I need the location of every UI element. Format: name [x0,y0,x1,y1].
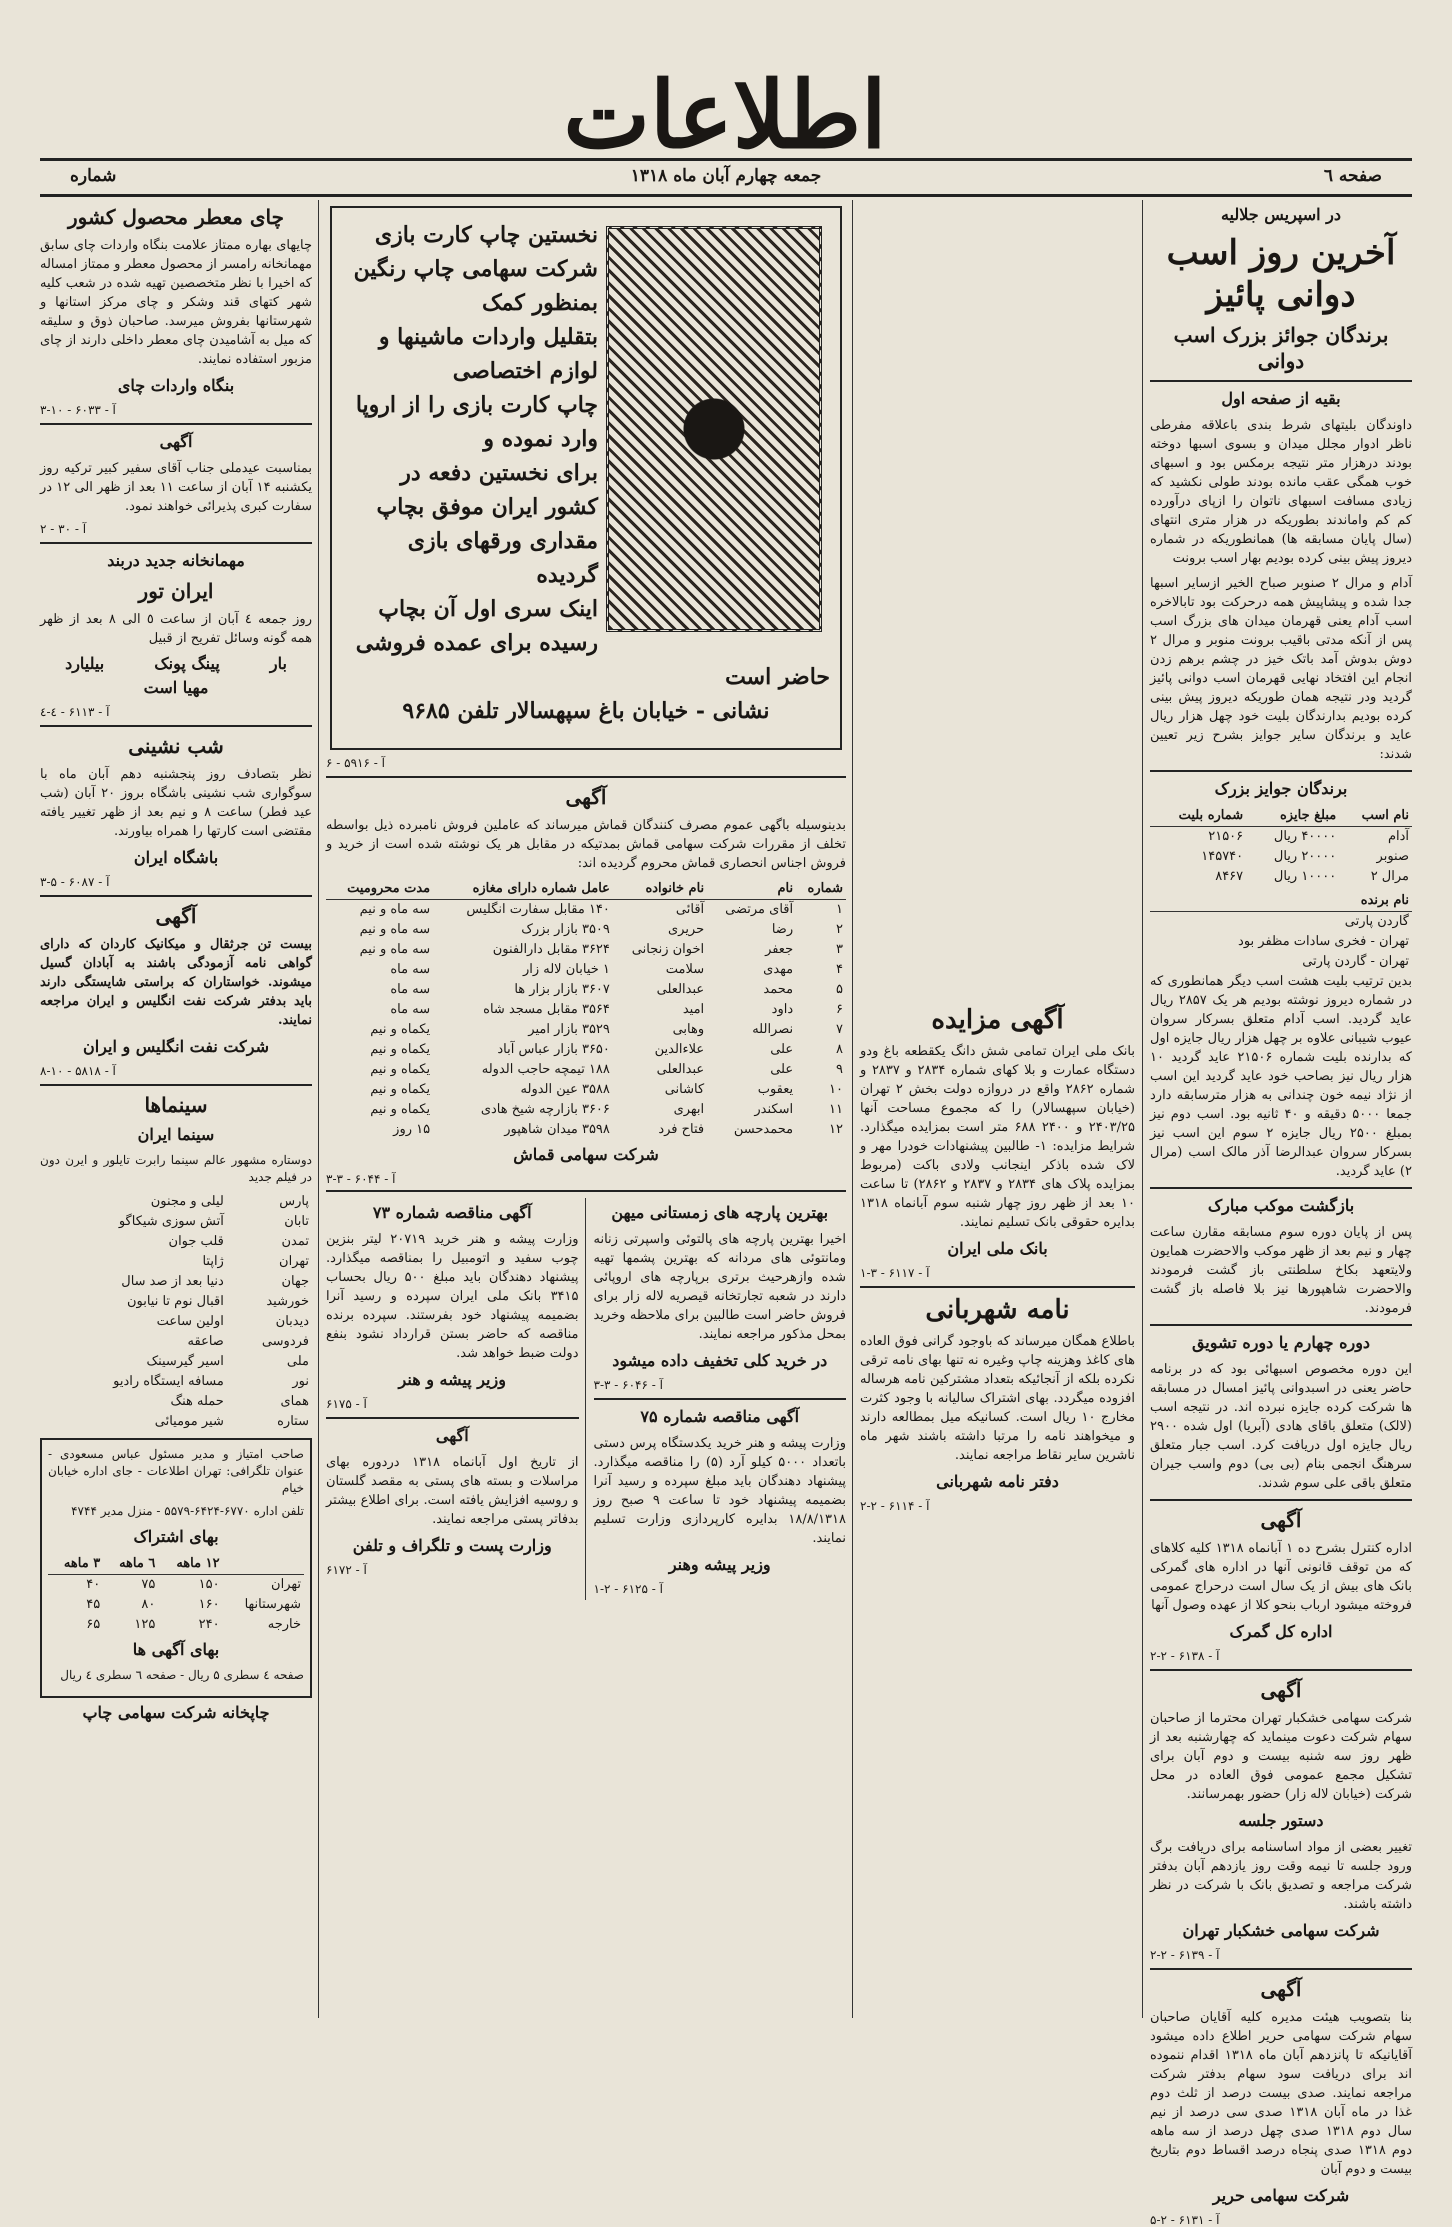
cell: یکماه و نیم [370,1022,431,1037]
cell: مسافه ایستگاه رادیو [113,1374,224,1389]
cell: عبدالعلی [656,1062,705,1077]
winter-fabrics-ad [594,1198,847,1600]
column-center-right [860,1000,1135,2018]
merchants-text: بدینوسیله باگهی عموم مصرف کنندگان قماش میرساند که عاملین فروش نامبرده ذیل بواسطه تخلف از مقررات شرکت سهامی قماش بمدتیکه در مقابل هر یک نوشته شده است از خرید و فروش اجناس انحصاری قماش محروم گردیده اند: [326,818,846,871]
race-text: آدام و مرال ۲ صنوبر صباح الخیر ازسایر اسبها جدا شده و پیشاپیش همه درحرکت بود تابالاخره اسب آدام یعنی قهرمان میدان های بزرگ اسب پس از آنکه مدتی باقیب برونت منوبر و مرال ۲ دوش بدوش آمد باتک خیز در چشم برهم زدن انجام این افتخاد نهایی قهرمان اسب دوانی پائیز گردید ودر نتیجه همان طوریکه دیروز پیش بینی کرده بودیم بدارندگان بلیت خود چهل هزار ریال عاید و برندگان سایر جوایز بشرح زیر تعیین شدند: [1150,576,1413,762]
hotel-name: ایران تور [138,579,214,603]
hotel-tag: آ - ۶۱۱۳ - ٤-٤ [40,705,110,719]
cell: ۶ [836,1002,843,1017]
cell: محمد [763,982,794,997]
merchants-table [326,879,846,1140]
cell: جعفر [765,942,794,957]
column-center-left [326,200,846,2018]
cell: سه ماه و نیم [359,922,431,937]
tea-title: چای معطر محصول کشور [68,205,284,229]
ad-line: اینک سری اول آن بچاپ رسیده برای عمده فروشی حاضر است [355,596,830,690]
cell: خورشید [266,1294,309,1309]
column-divider [318,200,319,2018]
table-row [326,1020,846,1040]
table-header: ۱۲ ماهه [158,1554,222,1575]
auction-tag: آ - ۶۱۱۷ - ۳-۱ [860,1266,930,1280]
table-row [48,1615,304,1635]
table-row [48,1575,304,1596]
table-header: نام [707,879,796,900]
merchants-title: آگهی [326,776,846,810]
post-tag: آ - ۶۱۷۲ [326,1563,367,1577]
soiree-title: شب نشینی [40,725,312,759]
winners-table [1150,806,1412,887]
cell: ملی [286,1354,309,1369]
table-header: عامل شماره دارای مغازه [433,879,613,900]
dried-fruit-tag: آ - ۶۱۳۹ - ۲-۲ [1150,1948,1220,1962]
table-header: شماره [796,879,846,900]
dried-fruit-title: آگهی [1150,1669,1412,1703]
cell: اسکندر [754,1102,794,1117]
table-row [48,1595,304,1615]
cell: دیدبان [275,1314,309,1329]
cell: ۴ [836,962,843,977]
cell: ۷ [836,1022,843,1037]
oil-sign: شرکت نفت انگلیس و ایران [82,1037,269,1056]
cell: حمله هنگ [170,1394,224,1409]
cell: ۷۵ [141,1577,156,1592]
cell: ۱۴۰ مقابل سفارت انگلیس [466,902,610,917]
table-row [326,1080,846,1100]
column-right [1150,200,1413,2227]
table-row [1150,847,1412,867]
imprint-text: صاحب امتیاز و مدیر مسئول عباس مسعودی - عنوان تلگرافی: تهران اطلاعات - جای اداره خیابان خیام [48,1447,304,1495]
amenity: بار [269,654,287,673]
ad-prices-title: بهای آگهی ها [132,1640,220,1659]
tender73-title: آگهی مناقصه شماره ۷۳ [372,1203,532,1222]
table-row [326,1120,846,1140]
dateline [40,164,1412,190]
police-letter-title: نامه شهربانی [860,1286,1135,1326]
printer-credit: چاپخانه شرکت سهامی چاپ [82,1703,270,1722]
cell: رضا [771,922,794,937]
table-header: نام اسب [1339,806,1412,827]
cell: ۱۲ [829,1122,843,1137]
cell: شیر مومیائی [154,1414,224,1429]
cell: گاردن پارتی [1344,914,1409,929]
column-divider [852,200,853,2018]
cell: یکماه و نیم [370,1082,431,1097]
cell: ۳۵۲۹ بازار امیر [528,1022,610,1037]
auction-sign: بانک ملی ایران [947,1239,1048,1258]
table-header: نام خانواده [613,879,707,900]
imprint-phone: تلفن اداره ۶۷۷۰-۶۴۲۴-۵۵۷۹ - منزل مدیر ۴۷۴۴ [71,1504,304,1518]
cell: ۹ [836,1062,843,1077]
cell: ۱۰ [829,1082,843,1097]
police-letter-sign: دفتر نامه شهربانی [936,1472,1059,1491]
dried-fruit-sign: شرکت سهامی خشکبار تهران [1182,1921,1380,1940]
cell: ۱۶۰ [198,1597,220,1612]
page-number: صفحه ٦ [1323,166,1382,186]
cinema-table [40,1192,312,1432]
cell: آدام [1387,829,1409,844]
cell: ۸۴۶۷ [1215,869,1244,884]
continuation-text: داوندگان بلیتهای شرط بندی باعلاقه مفرطی ناظر ادوار مجلل میدان و بسوی اسبها دوخته بودند درهزار متر نتیجه برمکس بود و اسبهای خوب همگی عقب مانده بودند طولی نکشید که زیادی مسافت اسبهای ناتوان را ازپای درآورده کم کم واماندند بطوریکه در هزار متری انتهای (سال پایان مسابقه ها) همانطوریکه در شماره دیروز پیش بینی کرده بودیم بهار اسب برونت [1150,418,1412,566]
cell: نور [292,1374,309,1389]
table-row [40,1312,312,1332]
table-row [326,980,846,1000]
cell: اقبال نوم تا نیابون [126,1294,224,1309]
oil-tag: آ - ۵۸۱۸ - ۱۰-۸ [40,1064,116,1078]
police-letter-text: باطلاع همگان میرساند که باوجود گرانی فوق العاده های کاغذ وهزینه چاپ وغیره نه تنها بهای نامه ترقی نکرده بلکه از آنجائیکه بتعداد مشترکین نامه هرساله افزوده میگردد. بهای اشتراک سالیانه با وجود کثرت مخارج ۱۰ ریال است. کسانیکه میل بمطالعه دارند و میخواهند نامه را مرتبا داشته باشند شهر ماه ناشرین سایر نقاط مراجعه نمایند. [860,1334,1136,1463]
winter-slogan: در خرید کلی تخفیف داده میشود [612,1351,828,1370]
agenda-title: دستور جلسه [1238,1811,1324,1830]
customs-tag: آ - ۶۱۳۸ - ۲-۲ [1150,1649,1220,1663]
cell: فتاح فرد [658,1122,705,1137]
ad-prices-text: صفحه ٤ سطری ۵ ریال - صفحه ٦ سطری ٤ ریال [60,1668,304,1682]
merchants-sign: شرکت سهامی قماش [513,1145,659,1164]
cell: ۱ خیابان لاله زار [522,962,610,977]
cell: ۳۶۵۰ بازار عباس آباد [497,1042,610,1057]
cell: ۶۵ [86,1617,101,1632]
cell: صنوبر [1376,849,1409,864]
issue-date: جمعه چهارم آبان ماه ۱۳۱۸ [630,166,822,186]
cell: نصرالله [752,1022,794,1037]
cell: علی [770,1062,794,1077]
parade-text: پس از پایان دوره سوم مسابقه مقارن ساعت چهار و نیم بعد از ظهر موکب والاحضرت همایون ولایتعهد بکاخ سلطنتی باز گشت فرمودند والاحضرت شاهپورها نیز بلا فاصله باز گشت فرمودند. [1150,1225,1412,1316]
soiree-tag: آ - ۶۰۸۷ - ۵-۳ [40,875,110,889]
cell: تهران [279,1254,309,1269]
cinema-desc: دوستاره مشهور عالم سینما رابرت تایلور و ایرن دون در فیلم جدید [40,1153,312,1184]
cell: همای [280,1394,309,1409]
ad-address: نشانی - خیابان باغ سپهسالار تلفن ۹۶۸۵ [402,698,770,724]
silk-sign: شرکت سهامی حریر [1212,2186,1350,2205]
amenity: بیلیارد [65,654,105,673]
cell: ۱۵ روز [393,1122,431,1137]
cell: ۳۵۹۸ میدان شاهپور [504,1122,610,1137]
cell: جهان [281,1274,309,1289]
cell: ۳۶۲۴ مقابل دارالفنون [492,942,610,957]
column-left [40,200,312,2018]
cell: ۲۰۰۰۰ ریال [1273,849,1337,864]
silk-tag: آ - ۶۱۳۱ - ۲-۵ [1150,2213,1220,2227]
police-letter-tag: آ - ۶۱۱۴ - ۲-۲ [860,1499,930,1513]
newspaper-title: اطلاعات [563,61,887,169]
tender73-sign: وزیر پیشه و هنر [398,1370,506,1389]
customs-text: اداره کنترل بشرح ده ۱ آبانماه ۱۳۱۸ کلیه کلاهای که من توقف قانونی آنها در اداره های گمرکی بانک های بیش از یک سال است درحراج عمومی فروخته میشود ارباب بنحو کلا از عهده وصول آنها [1150,1541,1412,1613]
ad-line: بتقلیل واردات ماشینها و لوازم اختصاصی [378,324,598,384]
tenders-row [326,1190,846,1600]
cell: پارس [279,1194,309,1209]
cell: امید [682,1002,705,1017]
cell: ۳۵۶۴ مقابل مسجد شاه [483,1002,610,1017]
cell: سه ماه [390,962,431,977]
cell: سه ماه و نیم [359,902,431,917]
cell: محمدحسن [733,1122,794,1137]
ad-line: شرکت سهامی چاپ رنگین بمنظور کمک [353,256,598,316]
dried-fruit-text: شرکت سهامی خشکبار تهران محترما از صاحبان سهام شرکت دعوت مینماید که چهارشنبه بعد از ظهر روز سه شنبه بیست و دوم آبان برای تشکیل مجمع عمومی فوق العاده در محل شرکت (خیابان لاله زار) حضور بهمرسانند. [1150,1711,1412,1802]
subscriptions-table [48,1554,304,1635]
cell: سه ماه و نیم [359,942,431,957]
cell: لیلی و مجنون [150,1194,224,1209]
reception-text: بمناسبت عیدملی جناب آقای سفیر کبیر ترکیه روز یکشنبه ۱۴ آبان از ساعت ۱۱ بعد از ظهر الی ۱۲ در سفارت کبری پذیرائی خواهند نمود. [40,461,312,514]
kicker: در اسپریس جلالیه [1220,205,1342,224]
cell: ۲ [836,922,843,937]
cell: کاشانی [664,1082,705,1097]
tender75-tag: آ - ۶۱۲۵ - ۲-۱ [593,1582,663,1596]
winners-title: برندگان جوایز بزرک [1150,770,1412,800]
hotel-text: روز جمعه ٤ آبان از ساعت ٥ الی ٨ بعد از ظهر همه گونه وسائل تفریح از قبیل [40,612,312,646]
table-row [326,1100,846,1120]
winter-tag: آ - ۶۰۴۶ - ۳-۳ [593,1378,663,1392]
table-row [1150,867,1412,887]
cell: ۱۲۵ [134,1617,156,1632]
cell: اسیر گیرسینک [146,1354,224,1369]
oil-text: بیست تن جرثقال و میکانیک کاردان که دارای گواهی نامه آزمودگی باشند به آبادان گسیل میشوند. خواستاران که براستی شایستگی دارند باید بدفتر شرکت نفت انگلیس و ایران مراجعه نمایند. [40,937,312,1028]
cell: ۲۱۵۰۶ [1208,829,1244,844]
cell: ۱۱ [829,1102,843,1117]
cell: ژاپتا [202,1254,224,1269]
cell: اولین ساعت [156,1314,224,1329]
soiree-sign: باشگاه ایران [133,848,219,867]
post-title: آگهی [326,1417,579,1447]
round4-title: دوره چهارم یا دوره تشویق [1150,1324,1412,1354]
post-text: از تاریخ اول آبانماه ۱۳۱۸ دردوره بهای مراسلات و بسته های پستی به مقصد گلستان و روسیه افزایش یافته است. برای اطلاع بیشتر بدفاتر پستی مراجعه نمایند. [326,1455,579,1527]
auction-text: بانک ملی ایران تمامی شش دانگ یکقطعه باغ ودو دستگاه عمارت و بلا کهای شماره ۲۸۳۴ و ۲۸۳۷ و شماره ۲۸۶۲ واقع در دروازه دولت بخش ۲ تهران (خیابان سپهسالار) را که مجموع مساحت آنها ۲۴۰۳/۲۵ و ۲۴۰۰ ۶۸۸ متر است بمزایده میگذارد. شرایط مزایده: ۱- طالبین پیشنهادات خودرا مهر و لاک شده باذکر اینجانب ولادی باکت (مربوط بمزایده پلاک های ۲۸۳۴ و ۲۸۳۷ و ۲۸۶۲) تا ساعت ۱۰ بعد از ظهر روز چهار شنبه سوم آبانماه ۱۳۱۸ بدایره حقوقی بانک تسلیم نمایند. [860,1044,1136,1230]
cell: سلامت [665,962,705,977]
soiree-text: نظر بتصادف روز پنجشنبه دهم آبان ماه با سوگواری شب نشینی باشگاه بروز ۲۰ آبان (شب عید فطر) ساعت ۸ و نیم بعد از ظهر تغییر یافته مقتضی است کارتها را همراه بیاورند. [40,767,312,839]
cell: ۳ [836,942,843,957]
cell: عبدالعلی [656,982,705,997]
cell: ۴۵ [86,1597,101,1612]
cell: فردوسی [261,1334,309,1349]
cell: سه ماه [390,1002,431,1017]
cell: سه ماه [390,982,431,997]
dateline-rule [40,194,1412,197]
table-header: مبلغ جایزه [1246,806,1339,827]
cell: وهابی [672,1022,705,1037]
cell: آقائی [675,902,705,917]
table-row [326,1040,846,1060]
reception-tag: آ - ۳۰ - ۲ [40,522,87,536]
cell: صاعقه [187,1334,224,1349]
tea-sign: بنگاه واردات چای [117,376,235,395]
cell: ۵ [836,982,843,997]
table-header: نام برنده [1150,891,1412,912]
cell: علاءالدین [654,1042,705,1057]
subscriptions-title: بهای اشتراک [133,1527,219,1546]
headline: آخرین روز اسب دوانی پائیز [1166,233,1396,315]
oil-title: آگهی [40,895,312,929]
reception-title: آگهی [40,423,312,453]
table-row [40,1372,312,1392]
cell: ۲۴۰ [198,1617,220,1632]
table-row [40,1232,312,1252]
tender73-text: وزارت پیشه و هنر خرید ۲۰۷۱۹ لیتر بنزین چوب سفید و اتومبیل را بمناقصه میگذارد. پیشنهاد دهندگان باید مبلغ ۵۰۰ ریال بحساب ۳۴۱۵ بانک ملی ایران سپرده و رسید آنرا بضمیمه پیشنهاد خود بفرستند. سپرده برنده مناقصه که حاضر بستن قرارداد نشود بنفع دولت ضبط خواهد شد. [326,1232,579,1361]
ad-line: نخستین چاپ کارت بازی [374,222,598,248]
continuation-title: بقیه از صفحه اول [1150,380,1412,410]
cell: یکماه و نیم [370,1062,431,1077]
cell: قلب جوان [168,1234,224,1249]
merchants-tag: آ - ۶۰۴۴ - ۳-۳ [326,1172,396,1186]
cell: ۱۰۰۰۰ ریال [1273,869,1337,884]
cell: مرال ۲ [1370,869,1409,884]
ad-line: چاپ کارت بازی را از اروپا وارد نموده و [355,392,598,452]
card-ad-tag: آ - ۵۹۱۶ - ۶ [326,756,385,770]
auction-title: آگهی مزایده [931,1005,1064,1035]
ad-line: برای نخستین دفعه در کشور ایران موفق بچاپ مقداری ورقهای بازی گردیده [376,460,598,588]
cell: ۱۸۸ تیمچه حاجب الدوله [481,1062,610,1077]
tender73-tag: آ - ۶۱۷۵ [326,1397,367,1411]
cell: علی [770,1042,794,1057]
cell: اخوان زنجانی [631,942,705,957]
cell: تهران - فخری سادات مظفر بود [1238,934,1409,949]
table-header: مدت محرومیت [326,879,433,900]
race-body: بدین ترتیب بلیت هشت اسب دیگر همانطوری که در شماره دیروز نوشته بودیم هر یک ۲۸۵۷ ریال عاید گردید. اسب آدام متعلق بسرکار سروان عیوب شیبانی علاوه بر چهل هزار ریال جایزه اول که بدارنده بلیت شماره ۲۱۵۰۶ عاید گردید ۱۰ هزار ریال نیز بصاحب خود عاید گردید این اسب از نژاد نیمه خون چندانی به هزار مترسابقه دارد جمعا ۵۰۰۰ دقیقه و ۴۰ ثانیه بود. اسب دوم نیز بمبلغ ۲۵۰۰ ریال جایزه ۲ سوم این اسب نیز بسرکار سروان عبدالرضا آذر مالک اسب (مرال ۲) عاید گردید. [1150,974,1413,1179]
cell: ۱۴۵۷۴۰ [1201,849,1244,864]
cell: آتش سوزی شیکاگو [118,1214,224,1229]
imprint-box [40,1438,312,1698]
tender75-text: وزارت پیشه و هنر خرید یکدستگاه پرس دستی باتعداد ۵۰۰۰ کیلو آرد (۵) را مناقصه میگذارد. پیشنهاد دهندگان باید مبلغ سپرده و رسید آنرا بضمیمه پیشنهاد خود تا ساعت ۹ صبح روز ۱۸/۸/۱۳۱۸ بدایره کارپردازی وزارت تسلیم نمایند. [593,1436,846,1546]
cell: تهران - گاردن پارتی [1302,954,1409,969]
silk-text: بنا بتصویب هیئت مدیره کلیه آقایان صاحبان سهام شرکت سهامی حریر اطلاع داده میشود آقایانیکه تا پانزدهم آبان ماه ۱۳۱۸ اقدام ننموده اند برای دریافت سود سهام بدفتر شرکت مراجعه نمایند. صدی بیست درصد از ثلث دوم غذا در ماه آبان ۱۳۱۸ صدی سی درصد از نیم سال دوم ۱۳۱۸ صدی چهل درصد از سه ماهه دوم ۱۳۱۸ صدی پنجاه درصد اقساط دوم بتاریخ بیست و دوم آبان [1150,2010,1413,2177]
table-row [40,1192,312,1212]
cell: ۳۵۰۹ بازار بزرک [521,922,610,937]
customs-sign: اداره کل گمرک [1229,1622,1333,1641]
cell: مهدی [763,962,794,977]
table-header: شماره بلیت [1150,806,1246,827]
cell: یکماه و نیم [370,1042,431,1057]
table-row [326,900,846,921]
table-row [40,1392,312,1412]
cell: ابهری [673,1102,705,1117]
column-divider [1142,200,1143,2018]
cell: حریری [667,922,705,937]
table-row [40,1332,312,1352]
cell: ۴۰۰۰۰ ریال [1273,829,1337,844]
cell: دنیا بعد از صد سال [121,1274,224,1289]
cell: خارجه [267,1617,301,1632]
subhead: برندگان جوائز بزرک اسب دوانی [1173,323,1389,373]
hotel-ready: مهیا است [143,678,209,697]
cell: شهرستانها [244,1597,301,1612]
cell: ۳۶۰۶ بازارچه شیخ هادی [480,1102,610,1117]
table-row [326,960,846,980]
table-row [326,1000,846,1020]
parade-title: بازگشت موکب مبارک [1150,1187,1412,1217]
table-row [326,940,846,960]
tender75-title: آگهی مناقصه شماره ۷۵ [594,1398,847,1428]
cell: ۸ [836,1042,843,1057]
post-sign: وزارت پست و تلگراف و تلفن [352,1536,552,1555]
table-header: ٦ ماهه [103,1554,158,1575]
table-row [326,1060,846,1080]
table-row [40,1272,312,1292]
table-header [223,1554,304,1575]
card-back-illustration [606,226,822,632]
winners-names [1150,891,1412,972]
playing-cards-ad [330,206,842,750]
hotel-amenities [40,654,312,673]
table-row [40,1412,312,1432]
cell: تابان [284,1214,309,1229]
tea-tag: آ - ۶۰۳۳ - ۱۰-۳ [40,403,116,417]
table-row [1150,827,1412,848]
amenity: پینگ پونک [154,654,220,673]
cell: ۱ [836,902,843,917]
tender73-ad [326,1198,586,1600]
tea-text: چایهای بهاره ممتاز علامت بنگاه واردات چای سابق مهمانخانه رامسر از محصول معطر و ممتاز امساله که اخیرا با نظر متخصصین تهیه شده در شعب کلیه شهر کتهای قند وشکر و چای مرکز استانها و شهرستانها بفروش میرسد. صاحبان ذوق و سلیقه که میل به آشامیدن چای معطر داخلی دارند از چای مزبور استفاده نمایند. [40,238,312,367]
cinemas-title: سینماها [40,1084,312,1118]
winter-text: اخیرا بهترین پارچه های پالتوئی واسپرتی زنانه ومانتوئی های مردانه که بهترین پشمها تهیه شده وازهرحیث برتری برپارچه های اروپائی دارند در شعبه تجارتخانه قیصریه لاله زار برای فروش حاضر است طالبین برای ملاحظه وخرید بمحل مذکور مراجعه نمایند. [593,1232,846,1342]
table-row [40,1352,312,1372]
cell: داود [771,1002,794,1017]
cell: ۱۵۰ [198,1577,220,1592]
cinema-featured: سینما ایران [137,1125,215,1144]
masthead [60,60,1390,180]
cell: تهران [271,1577,301,1592]
masthead-rule [40,158,1412,161]
agenda-text: تغییر بعضی از مواد اساسنامه برای دریافت برگ ورود جلسه تا نیمه وقت روز یازدهم آبان بدفتر شرکت مراجعه و تصدیق بانک با شرکت در نظر داشته باشند. [1150,1840,1412,1912]
customs-title: آگهی [1150,1499,1412,1533]
issue-number: شماره [70,166,117,186]
cell: یکماه و نیم [370,1102,431,1117]
table-row [326,920,846,940]
cell: ۳۵۸۸ عین الدوله [520,1082,610,1097]
table-row [40,1212,312,1232]
table-row [40,1252,312,1272]
round4-text: این دوره مخصوص اسبهائی بود که در برنامه حاضر یعنی در اسبدوانی پائیز امسال در مسابقه ها شرکت کرده جایزه نبرده اند. در نتیجه اسب (لالک) متعلق باقای هادی (آبریا) اول شده ۲۹۰۰ ریال جایزه اول دریافت کرد. اسب جبار متعلق سرهنگ انجمی بنام (بی بی) دوم واسب جیران متعلق باقی علی سوم شدند. [1150,1362,1412,1491]
cell: یعقوب [757,1082,794,1097]
table-row [40,1292,312,1312]
cell: آقای مرتضی [725,902,794,917]
tender75-sign: وزیر پیشه وهنر [668,1555,771,1574]
table-header: ۳ ماهه [48,1554,103,1575]
hotel-title: مهمانخانه جدید دربند [40,542,312,572]
winter-title: بهترین پارچه های زمستانی میهن [611,1203,829,1222]
silk-title: آگهی [1150,1968,1412,2002]
cell: ۸۰ [141,1597,156,1612]
cell: تمدن [281,1234,309,1249]
cell: ۳۶۰۷ بازار بزار ها [514,982,610,997]
cell: ۴۰ [86,1577,101,1592]
cell: ستاره [277,1414,309,1429]
